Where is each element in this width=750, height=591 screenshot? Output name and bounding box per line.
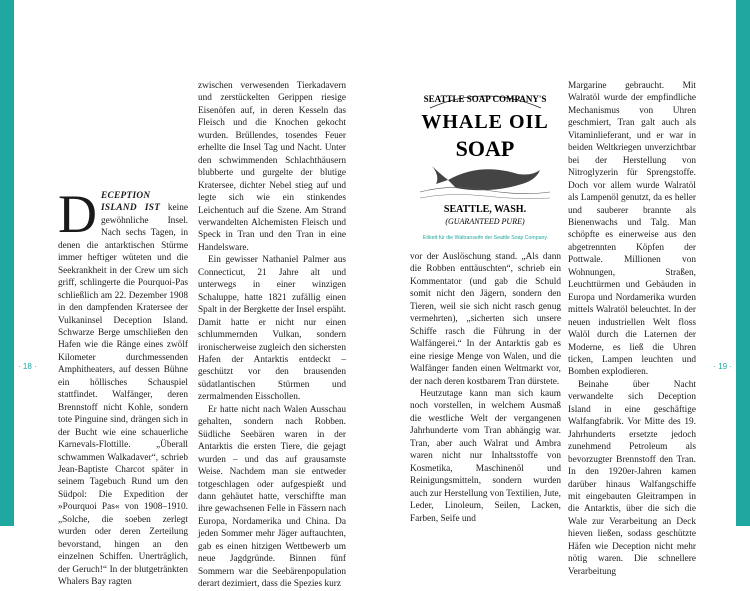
- paragraph: Beinahe über Nacht verwandelte sich Deception Island in eine geschäftige Walfangfabrik. Vor Mitte des 19. Jahrhunderts ersetzte jedoch zunehmend Petroleum als bevorzugter Brennstoff den Tran. In den 1920er-Jahren kamen darüber hinaus Walfangschiffe mit eingebauten Gleitrampen in die Antarktis, über die sich die Wale zur Verarbeitung an Deck hieven ließen, sodass geschützte Häfen wie Deception nicht mehr nötig waren. Die schnellere Verarbeitung: [568, 379, 696, 577]
- column-3: [410, 251, 561, 525]
- paragraph: Margarine gebraucht. Mit Walratöl wurde der empfindliche Mechanismus von Uhren geschmiert, Tran galt auch als Vitaminlieferant, und er war in beiden Weltkriegen unverzichtbar bei der Herstellung von Nitroglyzerin für Sprengstoffe. Doch vor allem wurde Walratöl als Lampenöl genutzt, da es heller und sauberer brannte als Bienenwachs und Talg. Man schöpfte es einerweise aus den abgetrennten Köpfen der Pottwale. Millionen von Wohnungen, Straßen, Leuchttürmen und Gebäuden in Europa und Nordamerika wurden mittels Walratöl beleuchtet. In der neuen industriellen Welt floss Walöl durch die Laternen der Moderne, es ließ die Uhren ticken, Lampen leuchten und Bomben explodieren.: [568, 81, 696, 378]
- page-number-right: · 19 ·: [713, 362, 732, 371]
- svg-text:SEATTLE, WASH.: SEATTLE, WASH.: [443, 204, 527, 215]
- lead-in: ECEPTION ISLAND IST: [101, 191, 161, 214]
- figure-caption: Etikett für die Waltranseife der Seattle Soap Company.: [422, 235, 549, 241]
- svg-text:SOAP: SOAP: [455, 136, 515, 161]
- svg-text:WHALE OIL: WHALE OIL: [421, 111, 549, 133]
- column-4: [568, 80, 696, 578]
- paragraph: Er hatte nicht nach Walen Ausschau gehalten, sondern nach Robben. Südliche Seebären waren in der Antarktis die ersten Tiere, die gejagt wurden – und das auf grausamste Weise. Nachdem man sie entweder totgeschlagen oder aufgespießt und dann gehäutet hatte, verschiffte man ihre gewachsenen Felle in Fässern nach Europa, Nordamerika und China. Da jeden Sommer mehr Jäger auftauchten, gab es einen hitzigen Wettbewerb um neue Jagdgründe. Binnen fünf Sommern war die Seebärenpopulation derart dezimiert, dass die Spezies kurz: [198, 404, 346, 590]
- opening-paragraph: [58, 184, 189, 589]
- paragraph: Ein gewisser Nathaniel Palmer aus Connecticut, 21 Jahre alt und unterwegs in einer winzigen Schaluppe, hatte 1821 zufällig einen Spalt in der Bergkette der Insel erspäht. Damit hatte er nicht nur einen schlummernden Vulkan, sondern ironischerweise zugleich den sichersten Hafen der Antarktis entdeckt – geschützt vor den brausenden südatlantischen Stürmen und zermalmenden Eisschollen.: [198, 255, 346, 403]
- soap-label-illustration: [410, 80, 561, 230]
- page-number-left: · 18 ·: [18, 362, 37, 371]
- svg-text:(GUARANTEED PURE): (GUARANTEED PURE): [445, 217, 525, 226]
- svg-text:SEATTLE SOAP COMPANY'S: SEATTLE SOAP COMPANY'S: [423, 94, 547, 104]
- paragraph: vor der Auslöschung stand. „Als dann die Robben enttäuschten“, schrieb ein Kommentator (und gab die Schuld somit nicht den Jägern, sondern den Tieren, weil sie sich nicht rasch genug vermehrten), „sicherten sich unsere Schiffe rasch die Führung in der Walfängerei.“ In der Antarktis gab es eine riesige Menge von Walen, und die Walfänger fanden einen Weltmarkt vor, der nach deren kostbarem Tran dürstete.: [410, 252, 561, 387]
- paragraph: Heutzutage kann man sich kaum noch vorstellen, in welchem Ausmaß die westliche Welt der vergangenen Jahrhunderte vom Tran abhängig war. Tran, aber auch Walrat und Ambra waren nicht nur Inhaltsstoffe von Kosmetika, Maschinenöl und Reinigungsmitteln, sondern wurden auch zur Herstellung von Textilien, Jute, Leder, Linoleum, Seilen, Lacken, Farben, Seife und: [410, 388, 561, 524]
- paragraph: zwischen verwesenden Tierkadavern und zerstückelten Gerippen riesige Eisenöfen auf, in deren Kesseln das Fleisch und die Knochen gekocht wurden. Brüllendes, tosendes Feuer erhellte die Insel Tag und Nacht. Unter den schwimmenden Schlachthäusern blubberte und gurgelte der blutige Kratersee, dichter Nebel stieg auf und legte sich wie ein stinkendes Leichentuch auf die Szene. Am Strand verwandelten Alchemisten Fleisch und Speck in Tran und den Tran in eine Handelsware.: [198, 81, 346, 253]
- left-edge-band: [0, 0, 14, 526]
- column-1: [58, 184, 189, 589]
- paragraph-text: keine gewöhnliche Insel. Nach sechs Tagen, in denen die antarktischen Stürme immer heftiger wüteten und die Seekrankheit in der Crew um sich griff, schlingerte die Pourquoi-Pas schließlich am 22. Dezember 1908 in den dampfenden Kratersee der Vulkaninsel Deception Island. Schwarze Berge umschließen den Hafen wie die Ränge eines zwölf Kilometer durchmessenden Amphitheaters, auf dessen Bühne ein höllisches Schauspiel stattfindet. Walfänger, deren Brennstoff nicht Kohle, sondern tote Pinguine sind, drängen sich in der Bucht wie eine schauerliche Karnevals-Flottille. „Überall schwammen Walkadaver“, schrieb Jean-Baptiste Charcot später in seinem Tagebuch Rund um den Südpol: Die Expedition der »Pourquoi Pas« von 1908–1910. „Solche, die soeben zerlegt wurden oder deren Zerteilung bevorstand, hingen an den einzelnen Schiffen. Unerträglich, der Geruch!“ In der blutgetränkten Whalers Bay ragten: [58, 203, 189, 588]
- whale-icon: [410, 80, 561, 230]
- dropcap: D: [58, 184, 97, 244]
- column-2: [198, 80, 346, 591]
- right-edge-band: [736, 0, 750, 526]
